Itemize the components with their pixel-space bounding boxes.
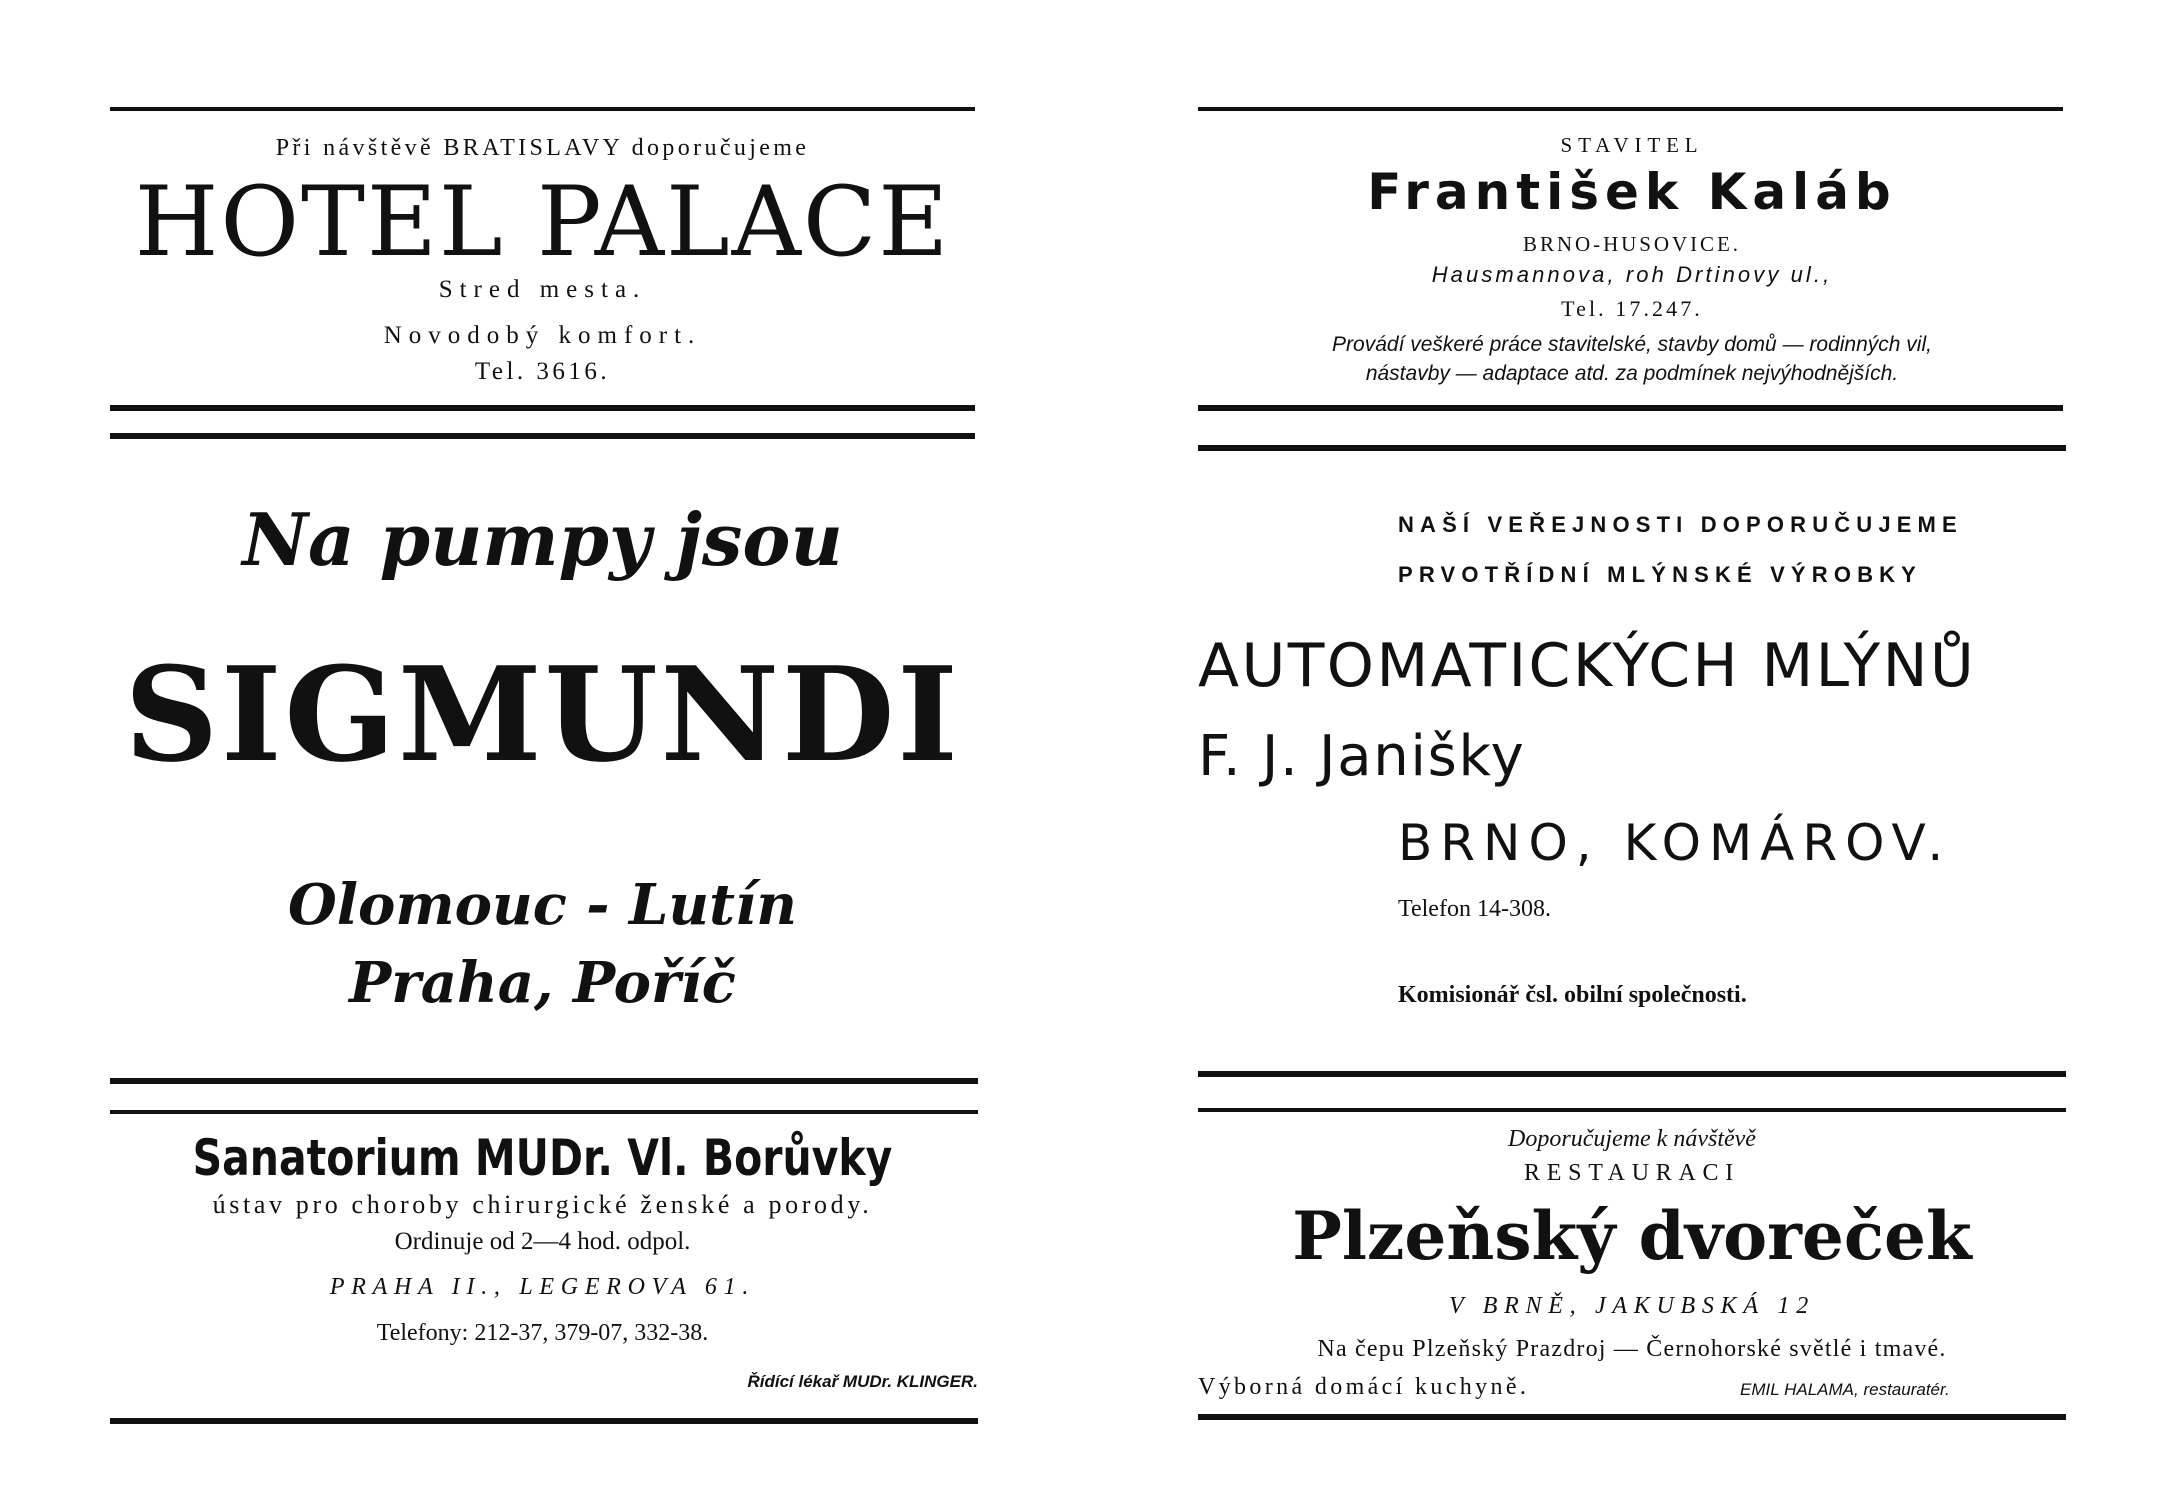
divider xyxy=(1198,1108,2066,1112)
sanatorium-phones: Telefony: 212-37, 379-07, 332-38. xyxy=(376,1320,709,1346)
divider xyxy=(1198,107,2063,111)
ad-intro: PRVOTŘÍDNÍ MLÝNSKÉ VÝROBKY xyxy=(1398,562,1923,587)
divider xyxy=(110,433,975,439)
restaurant-owner: EMIL HALAMA, restauratér. xyxy=(1740,1380,1950,1399)
builder-city: BRNO-HUSOVICE. xyxy=(1523,232,1741,256)
divider xyxy=(1198,445,2066,451)
ad-intro: Při návštěvě BRATISLAVY doporučujeme xyxy=(275,135,810,161)
restaurant-beer: Na čepu Plzeňský Prazdroj — Černohorské světlé i tmavé. xyxy=(1317,1336,1947,1362)
sanatorium-hours: Ordinuje od 2—4 hod. odpol. xyxy=(394,1228,691,1255)
owner-name: F. J. Janišky xyxy=(1198,724,1526,789)
divider xyxy=(1198,1071,2066,1077)
hotel-name: HOTEL PALACE xyxy=(134,166,951,278)
ad-intro: NAŠÍ VEŘEJNOSTI DOPORUČUJEME xyxy=(1398,512,1963,537)
divider xyxy=(1198,1414,2066,1420)
restaurant-kitchen: Výborná domácí kuchyně. xyxy=(1198,1374,1530,1400)
ad-title: STAVITEL xyxy=(1560,133,1704,157)
divider xyxy=(110,1078,978,1084)
mill-phone: Telefon 14-308. xyxy=(1398,896,1551,922)
builder-services: Provádí veškeré práce stavitelské, stavby domů — rodinných vil, xyxy=(1332,333,1932,356)
divider xyxy=(110,1110,978,1114)
mill-agent: Komisionář čsl. obilní společnosti. xyxy=(1398,982,1747,1008)
mill-city: BRNO, KOMÁROV. xyxy=(1398,814,1952,872)
sanatorium-address: PRAHA II., LEGEROVA 61. xyxy=(329,1274,756,1300)
sanatorium-description: ústav pro choroby chirurgické ženské a porody. xyxy=(212,1190,873,1219)
builder-services: nástavby — adaptace atd. za podmínek nejvýhodnějších. xyxy=(1365,362,1899,385)
ad-intro: Doporučujeme k návštěvě xyxy=(1508,1126,1756,1152)
divider xyxy=(1198,405,2063,411)
brand-name: SIGMUNDI xyxy=(124,638,961,791)
restaurant-address: V BRNĚ, JAKUBSKÁ 12 xyxy=(1449,1293,1815,1319)
hotel-location: Stred mesta. xyxy=(438,276,647,303)
ad-places: Praha, Poříč xyxy=(349,950,736,1016)
hotel-phone: Tel. 3616. xyxy=(474,358,611,385)
builder-phone: Tel. 17.247. xyxy=(1561,296,1703,321)
builder-street: Hausmannova, roh Drtinovy ul., xyxy=(1431,262,1833,287)
builder-name: František Kaláb xyxy=(1367,163,1897,221)
divider xyxy=(110,107,975,111)
ad-heading: Na pumpy jsou xyxy=(242,497,843,582)
restaurant-name: Plzeňský dvoreček xyxy=(1292,1197,1972,1275)
divider xyxy=(110,1418,978,1424)
ad-places: Olomouc - Lutín xyxy=(287,872,797,938)
divider xyxy=(110,405,975,411)
sanatorium-doctor: Řídící lékař MUDr. KLINGER. xyxy=(747,1372,978,1391)
hotel-comfort: Novodobý komfort. xyxy=(383,322,702,349)
sanatorium-name: Sanatorium MUDr. Vl. Borůvky xyxy=(192,1129,893,1187)
mills-heading: AUTOMATICKÝCH MLÝNŮ xyxy=(1198,631,1977,701)
restaurant-type: RESTAURACI xyxy=(1524,1160,1740,1186)
